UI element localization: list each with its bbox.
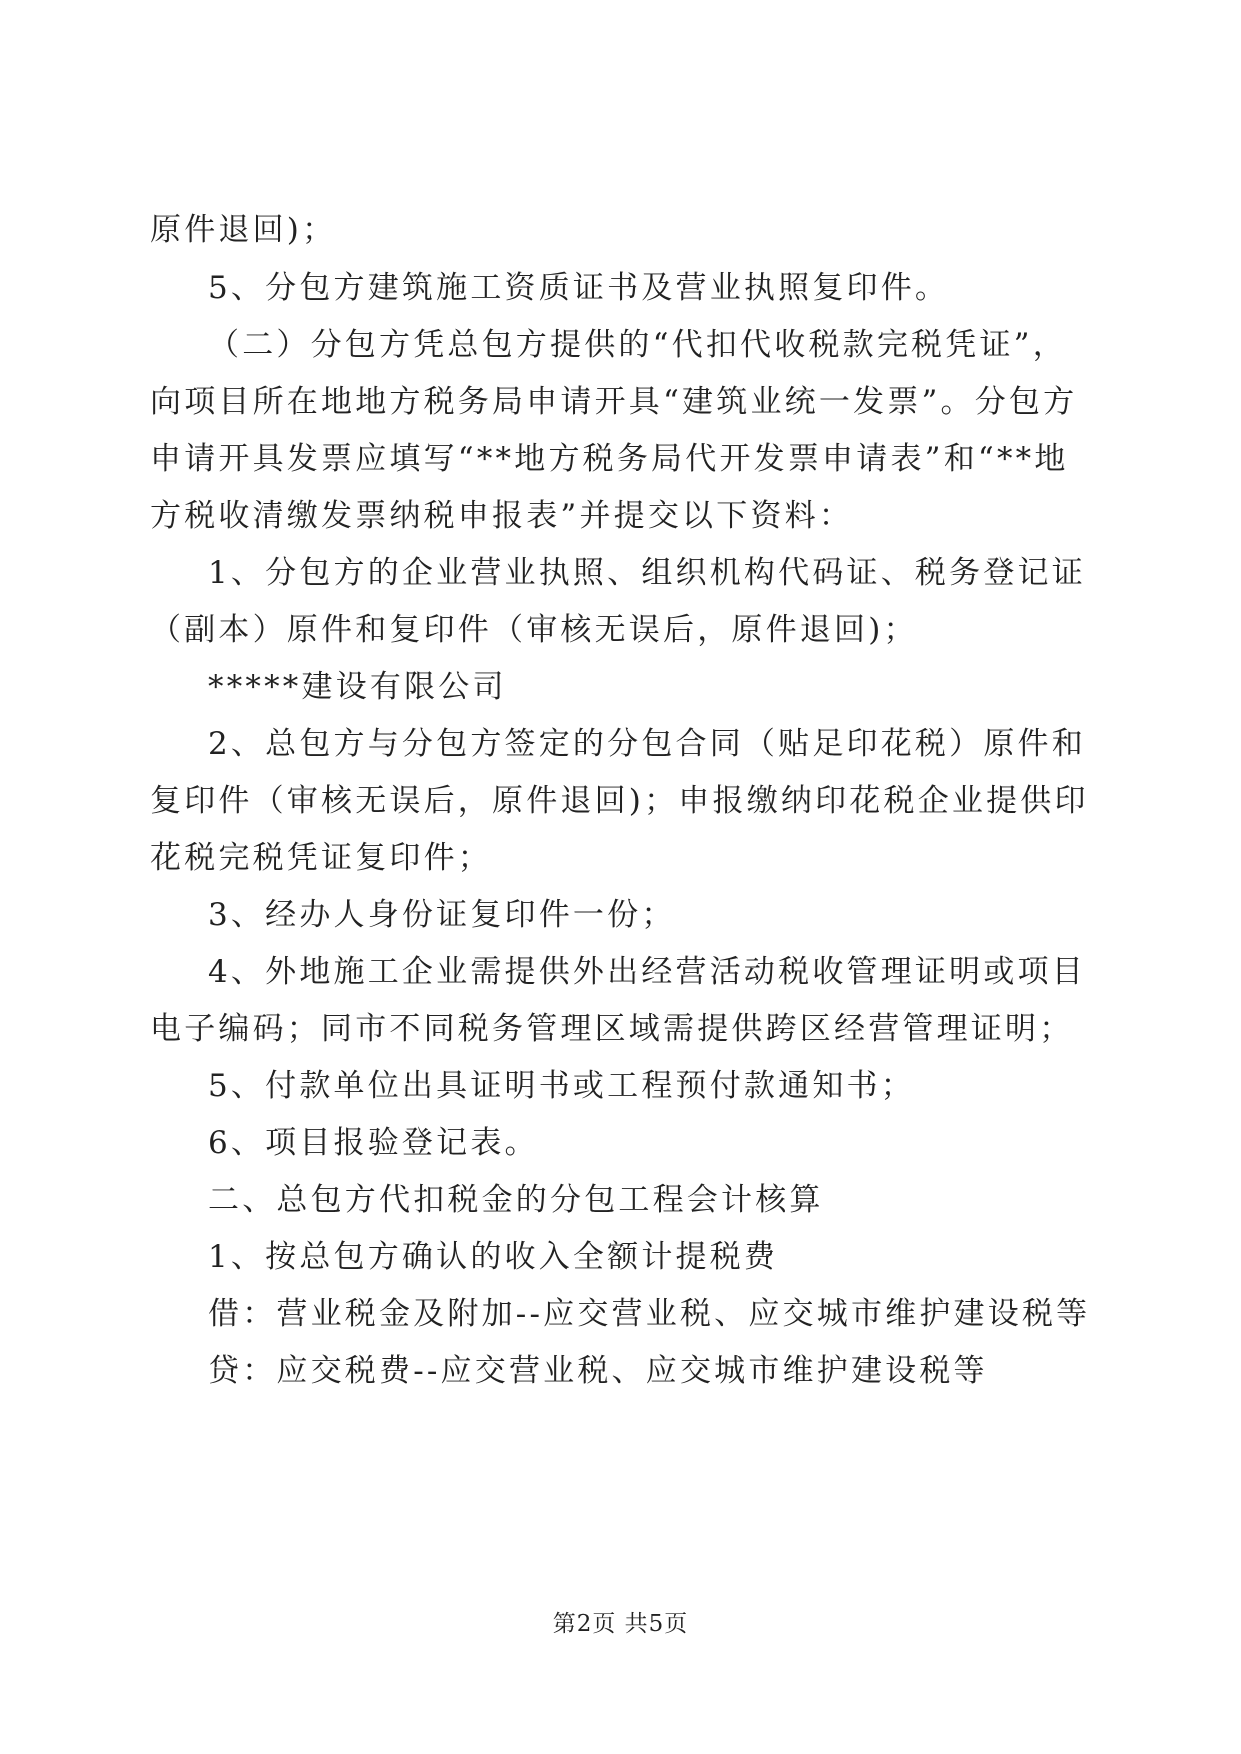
text-line-10: 2、总包方与分包方签定的分包合同（贴足印花税）原件和 bbox=[208, 726, 1086, 762]
text-line-20: 借：营业税金及附加--应交营业税、应交城市维护建设税等 bbox=[208, 1296, 1091, 1332]
text-line-5: 申请开具发票应填写“**地方税务局代开发票申请表”和“**地 bbox=[150, 441, 1069, 477]
text-line-1: 原件退回)； bbox=[150, 212, 337, 248]
text-line-3: （二）分包方凭总包方提供的“代扣代收税款完税凭证”， bbox=[208, 327, 1067, 363]
text-line-14: 4、外地施工企业需提供外出经营活动税收管理证明或项目 bbox=[208, 954, 1086, 990]
text-line-12: 花税完税凭证复印件； bbox=[150, 840, 492, 876]
text-line-19: 1、按总包方确认的收入全额计提税费 bbox=[208, 1239, 779, 1275]
text-line-7: 1、分包方的企业营业执照、组织机构代码证、税务登记证 bbox=[208, 555, 1086, 591]
text-line-8: （副本）原件和复印件（审核无误后，原件退回)； bbox=[150, 612, 918, 648]
text-line-16: 5、付款单位出具证明书或工程预付款通知书； bbox=[208, 1068, 915, 1104]
text-line-2: 5、分包方建筑施工资质证书及营业执照复印件。 bbox=[208, 270, 950, 306]
text-line-18: 二、总包方代扣税金的分包工程会计核算 bbox=[208, 1182, 824, 1218]
text-line-9: *****建设有限公司 bbox=[208, 669, 507, 705]
text-line-11: 复印件（审核无误后，原件退回)；申报缴纳印花税企业提供印 bbox=[150, 783, 1089, 819]
text-line-21: 贷：应交税费--应交营业税、应交城市维护建设税等 bbox=[208, 1353, 988, 1389]
text-line-15: 电子编码；同市不同税务管理区域需提供跨区经营管理证明； bbox=[150, 1011, 1074, 1047]
text-line-13: 3、经办人身份证复印件一份； bbox=[208, 897, 676, 933]
text-line-4: 向项目所在地地方税务局申请开具“建筑业统一发票”。分包方 bbox=[150, 384, 1078, 420]
text-line-17: 6、项目报验登记表。 bbox=[208, 1125, 539, 1161]
text-line-6: 方税收清缴发票纳税申报表”并提交以下资料： bbox=[150, 498, 854, 534]
page-number-footer: 第2页 共5页 bbox=[552, 1611, 689, 1637]
